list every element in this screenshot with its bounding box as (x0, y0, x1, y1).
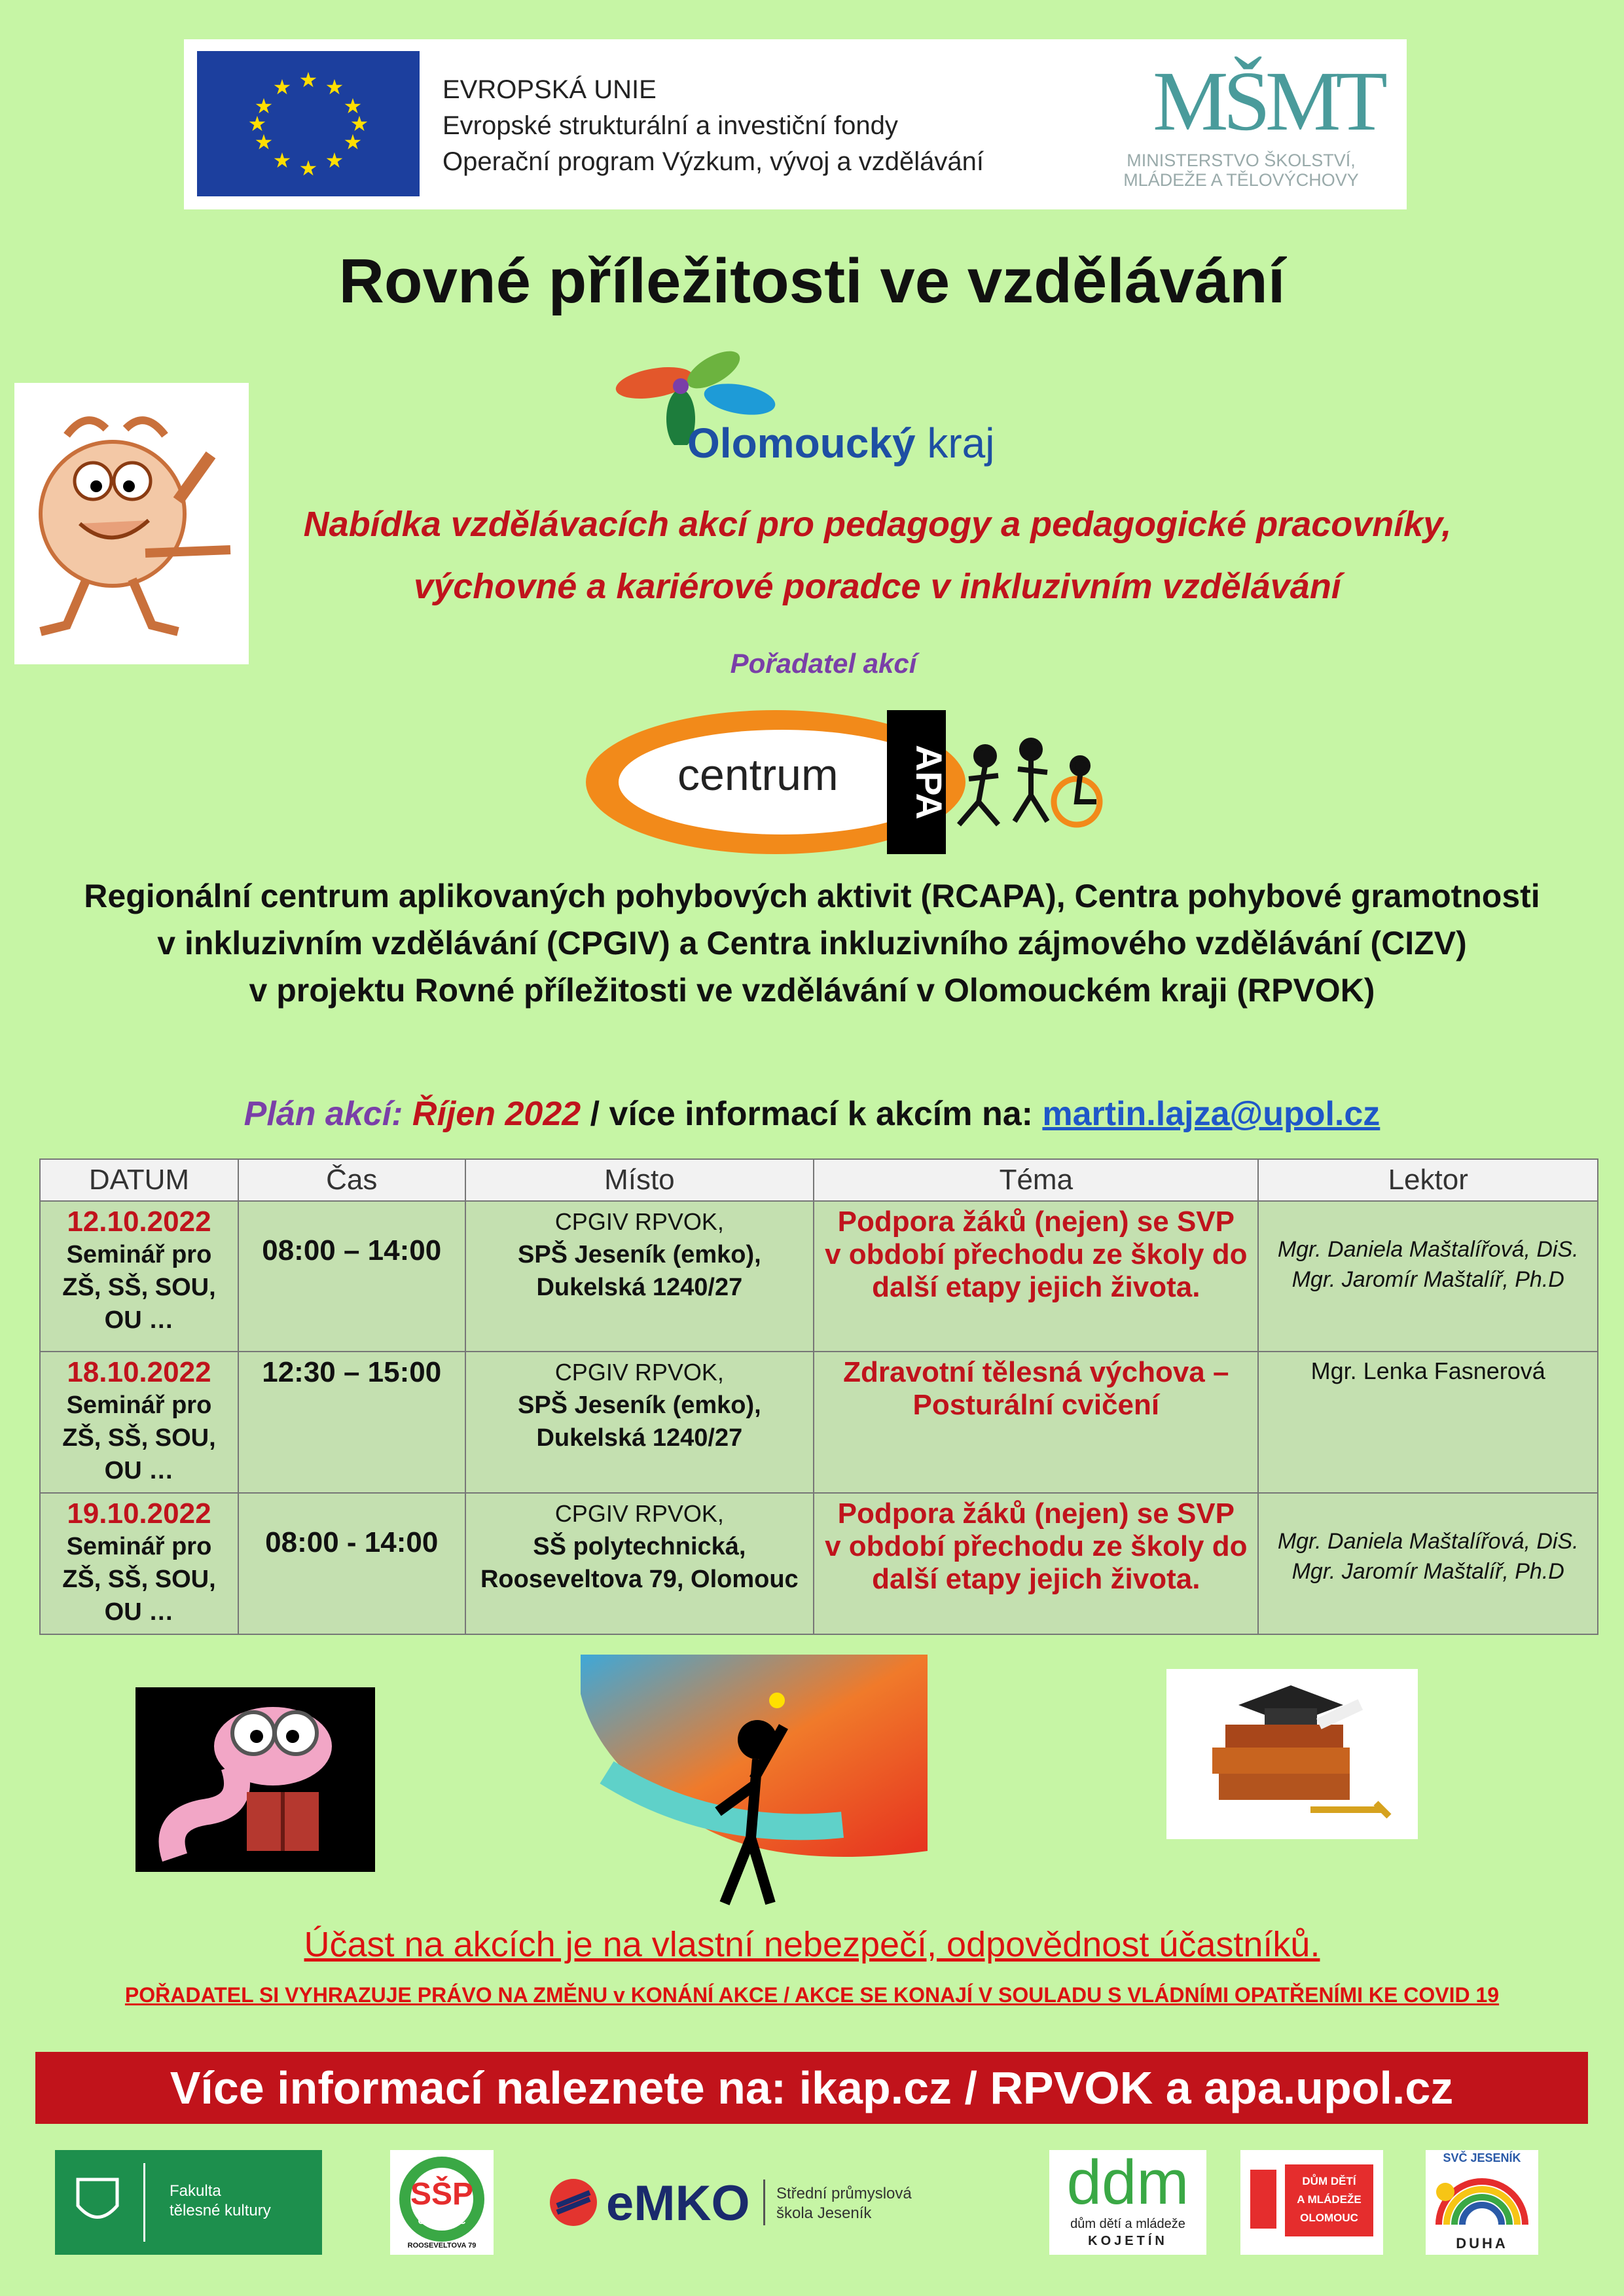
event-time: 08:00 – 14:00 (238, 1201, 465, 1352)
description-line: Regionální centrum aplikovaných pohybových aktivit (RCAPA), Centra pohybové gramotnosti (84, 878, 1540, 914)
events-table (39, 1158, 1598, 1635)
ftvs-line: tělesné kultury (170, 2202, 271, 2219)
description-line: v inkluzivním vzdělávání (CPGIV) a Centra inkluzivního zájmového vzdělávání (CIZV) (157, 925, 1467, 961)
date-cell (40, 1493, 238, 1634)
region-name-bold: Olomoucký (687, 420, 916, 467)
svg-text:★: ★ (325, 148, 344, 173)
place-cell (465, 1352, 814, 1493)
participation-warning: Účast na akcích je na vlastní nebezpečí, odpovědnost účastníků. (304, 1925, 1320, 1964)
lector-name: Mgr. Daniela Maštalířová, DiS. (1277, 1237, 1579, 1262)
svg-text:★: ★ (298, 67, 318, 92)
place-address: Rooseveltova 79, Olomouc (480, 1566, 799, 1593)
ssp-mark: SŠP (410, 2177, 474, 2212)
eu-program-text (442, 72, 984, 180)
svg-text:★: ★ (325, 75, 344, 99)
seminar-audience: Seminář pro (66, 1391, 212, 1419)
plan-line (0, 1094, 1624, 1134)
eu-flag-icon (197, 51, 420, 196)
reading-worm-image (135, 1687, 375, 1872)
ftvs-text (170, 2181, 271, 2221)
topic-line: Zdravotní tělesná výchova – (843, 1356, 1229, 1388)
place-center: CPGIV RPVOK, (554, 1500, 724, 1527)
eu-line: Evropské strukturální a investiční fondy (442, 111, 898, 140)
lector-name: Mgr. Daniela Maštalířová, DiS. (1277, 1529, 1579, 1554)
ddm-olomouc-line: A MLÁDEŽE (1297, 2193, 1362, 2206)
ddm-olomouc-text (1285, 2164, 1373, 2236)
svg-text:★: ★ (350, 111, 369, 136)
idea-person-image (581, 1655, 928, 1910)
table-row (40, 1352, 1598, 1493)
svg-text:★: ★ (254, 130, 274, 154)
page-title: Rovné příležitosti ve vzdělávání (338, 246, 1286, 316)
ddm-kojetin-mark: ddm (1066, 2147, 1189, 2217)
header-lector: Lektor (1258, 1159, 1598, 1201)
seminar-audience: ZŠ, SŠ, SOU, (62, 1274, 216, 1301)
place-address: Dukelská 1240/27 (536, 1424, 743, 1452)
emko-logo (547, 2150, 940, 2255)
topic-line: Podpora žáků (nejen) se SVP (837, 1206, 1235, 1238)
topic-cell (814, 1201, 1258, 1352)
offer-line-1: Nabídka vzdělávacích akcí pro pedagogy a pedagogické pracovníky, (303, 505, 1452, 544)
plan-label: Plán akcí: (244, 1095, 403, 1133)
event-time: 12:30 – 15:00 (238, 1352, 465, 1493)
place-cell (465, 1201, 814, 1352)
event-date: 18.10.2022 (67, 1356, 211, 1388)
table-row (40, 1201, 1598, 1352)
event-date: 19.10.2022 (67, 1498, 211, 1530)
ddm-olomouc-line: OLOMOUC (1300, 2212, 1358, 2224)
rainbow-icon (1426, 2166, 1538, 2244)
event-time: 08:00 - 14:00 (238, 1493, 465, 1634)
table-row (40, 1493, 1598, 1634)
region-name-light: kraj (927, 420, 995, 467)
ddm-olomouc-line: DŮM DĚTÍ (1302, 2175, 1356, 2187)
eu-banner (184, 39, 1407, 209)
organizer-label: Pořadatel akcí (730, 648, 917, 679)
topic-line: další etapy jejich života. (872, 1563, 1200, 1595)
duha-top-text: SVČ JESENÍK (1443, 2151, 1521, 2164)
ddm-kojetin-text (1049, 2215, 1206, 2250)
place-school: SPŠ Jeseník (emko), (517, 1241, 761, 1268)
centrum-apa-text: APA (909, 744, 950, 820)
event-date: 12.10.2022 (67, 1206, 211, 1238)
header-topic: Téma (814, 1159, 1258, 1201)
svc-duha-logo (1426, 2150, 1538, 2255)
books-graduation-image (1166, 1669, 1418, 1839)
topic-line: další etapy jejich života. (872, 1271, 1200, 1303)
svg-text:★: ★ (298, 156, 318, 181)
svg-text:★: ★ (272, 148, 292, 173)
ddm-kojetin-line: dům dětí a mládeže (1070, 2217, 1185, 2231)
msmt-line: MINISTERSTVO ŠKOLSTVÍ, (1127, 151, 1356, 170)
place-address: Dukelská 1240/27 (536, 1274, 743, 1301)
seminar-audience: ZŠ, SŠ, SOU, (62, 1566, 216, 1593)
topic-line: v období přechodu ze školy do (825, 1238, 1248, 1270)
svg-text:★: ★ (247, 111, 267, 136)
lector-name: Mgr. Jaromír Maštalíř, Ph.D (1291, 1559, 1564, 1584)
ddm-kojetin-line: KOJETÍN (1088, 2234, 1168, 2248)
seminar-audience: Seminář pro (66, 1533, 212, 1560)
place-center: CPGIV RPVOK, (554, 1359, 724, 1386)
emko-brand: eMKO (606, 2176, 750, 2231)
plan-more-info: více informací k akcím na: (609, 1095, 1043, 1133)
header-date: DATUM (40, 1159, 238, 1201)
topic-line: Podpora žáků (nejen) se SVP (837, 1498, 1235, 1530)
topic-line: Posturální cvičení (912, 1389, 1160, 1421)
seminar-audience: OU … (104, 1306, 174, 1334)
svg-text:★: ★ (272, 75, 292, 99)
msmt-name (1094, 151, 1388, 190)
description-line: v projektu Rovné příležitosti ve vzdělávání v Olomouckém kraji (RPVOK) (249, 972, 1375, 1009)
lector-name: Mgr. Lenka Fasnerová (1310, 1357, 1545, 1384)
centrum-word: centrum (677, 750, 839, 800)
table-header-row (40, 1159, 1598, 1201)
ftvs-shield-icon (75, 2176, 120, 2229)
place-school: SPŠ Jeseník (emko), (517, 1391, 761, 1419)
emko-line: škola Jeseník (776, 2204, 872, 2222)
ssp-address: ROOSEVELTOVA 79 (407, 2242, 477, 2250)
organizer-disclaimer: POŘADATEL SI VYHRAZUJE PRÁVO NA ZMĚNU v KONÁNÍ AKCE / AKCE SE KONAJÍ V SOULADU S VLÁDNÍMI OPATŘENÍMI KE COVID 19 (124, 1983, 1500, 2007)
more-info-banner: Více informací naleznete na: ikap.cz / RPVOK a apa.upol.cz (35, 2052, 1588, 2124)
msmt-letters: MŠMT (1153, 54, 1382, 149)
emko-text (776, 2184, 912, 2223)
offer-line-2: výchovné a kariérové poradce v inkluzivním vzdělávání (414, 567, 1341, 606)
ssp-city: OLOMOUC (418, 2215, 466, 2226)
seminar-audience: Seminář pro (66, 1241, 212, 1268)
msmt-line: MLÁDEŽE A TĚLOVÝCHOVY (1123, 170, 1359, 190)
svg-text:★: ★ (254, 94, 274, 118)
msmt-logo (1094, 52, 1388, 196)
place-center: CPGIV RPVOK, (554, 1208, 724, 1235)
eu-line: Operační program Výzkum, vývoj a vzdělávání (442, 147, 984, 176)
date-cell (40, 1201, 238, 1352)
lector-name: Mgr. Jaromír Maštalíř, Ph.D (1291, 1267, 1564, 1292)
svg-text:★: ★ (343, 94, 363, 118)
ddm-olomouc-logo (1240, 2150, 1383, 2255)
emko-mark-icon (547, 2176, 600, 2229)
seminar-audience: OU … (104, 1457, 174, 1484)
olomoucky-kraj-name (687, 419, 994, 467)
place-cell (465, 1493, 814, 1634)
eu-line: EVROPSKÁ UNIE (442, 75, 657, 104)
centrum-apa-logo (579, 704, 1116, 861)
lector-cell (1258, 1493, 1598, 1634)
header-place: Místo (465, 1159, 814, 1201)
plan-separator: / (581, 1095, 609, 1133)
date-cell (40, 1352, 238, 1493)
topic-cell (814, 1493, 1258, 1634)
contact-email-link[interactable]: martin.lajza@upol.cz (1042, 1095, 1380, 1133)
duha-bottom-text: DUHA (1456, 2235, 1508, 2251)
seminar-audience: OU … (104, 1598, 174, 1626)
plan-month: Říjen 2022 (412, 1095, 581, 1133)
topic-line: v období přechodu ze školy do (825, 1530, 1248, 1562)
svg-text:★: ★ (343, 130, 363, 154)
lector-cell (1258, 1201, 1598, 1352)
olomoucky-kraj-logo (596, 347, 1015, 478)
place-school: SŠ polytechnická, (533, 1533, 746, 1560)
ftvs-line: Fakulta (170, 2182, 221, 2200)
ssp-olomouc-logo (390, 2150, 494, 2255)
ddm-kojetin-logo (1049, 2147, 1206, 2255)
seminar-audience: ZŠ, SŠ, SOU, (62, 1424, 216, 1452)
lector-cell (1258, 1352, 1598, 1493)
topic-cell (814, 1352, 1258, 1493)
emko-line: Střední průmyslová (776, 2185, 912, 2202)
ftvs-logo (55, 2150, 322, 2255)
header-time: Čas (238, 1159, 465, 1201)
